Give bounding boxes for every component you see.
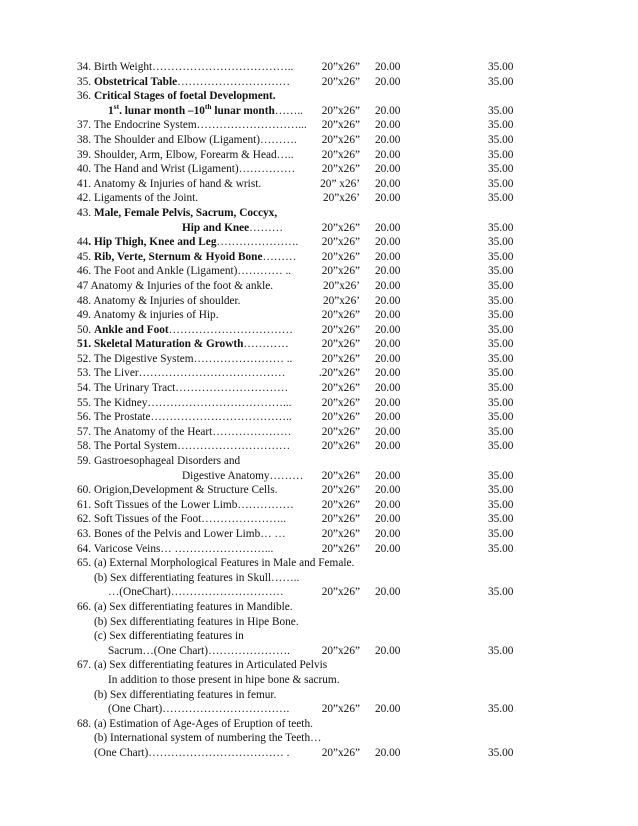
price-2: 35.00 [488, 425, 514, 438]
price-2: 35.00 [488, 498, 514, 511]
price-1: 20.00 [375, 338, 401, 351]
item-description [77, 454, 240, 469]
description-text: 52. The Digestive System…………………… .. [77, 352, 293, 365]
item-description [94, 629, 244, 644]
description-text: (b) International system of numbering the Teeth… [94, 732, 322, 745]
item-description [94, 746, 289, 761]
item-description [77, 396, 291, 411]
item-description [182, 221, 283, 236]
price-2: 35.00 [488, 192, 514, 205]
price-list-row [0, 571, 638, 586]
price-2: 35.00 [488, 513, 514, 526]
price-2: 35.00 [488, 746, 514, 759]
price-2: 35.00 [488, 323, 514, 336]
item-description [77, 162, 295, 177]
price-2: 35.00 [488, 703, 514, 716]
description-text: 40. The Hand and Wrist (Ligament)…………… [77, 163, 296, 176]
item-description [77, 600, 293, 615]
price-1: 20.00 [375, 236, 401, 249]
price-list-row [0, 498, 638, 513]
item-description [77, 512, 286, 527]
price-2: 35.00 [488, 542, 514, 555]
price-1: 20.00 [375, 221, 401, 234]
description-text: 53. The Liver………………………………… [77, 367, 286, 380]
description-text: Obstetrical Table [93, 75, 178, 88]
price-list-row [0, 425, 638, 440]
description-text: 68. (a) Estimation of Age-Ages of Eruption of teeth. [77, 717, 313, 730]
chart-size: 20”x26” [321, 425, 360, 438]
description-text: 51. Skeletal Maturation & Growth [77, 338, 244, 351]
price-1: 20.00 [375, 382, 401, 395]
description-text: …….. [274, 104, 303, 117]
price-list-row [0, 221, 638, 236]
description-text: 37. The Endocrine System………………………... [77, 119, 307, 132]
chart-size: 20”x26” [321, 309, 360, 322]
price-1: 20.00 [375, 644, 401, 657]
description-text: 58. The Portal System………………………… [77, 440, 291, 453]
description-text: 65. (a) External Morphological Features in Male and Female. [77, 557, 355, 570]
price-1: 20.00 [375, 265, 401, 278]
item-description [77, 89, 276, 104]
description-text: . Hip Thigh, Knee and Leg [88, 236, 217, 249]
description-text: Sacrum…(One Chart)…………………. [108, 644, 290, 657]
price-1: 20.00 [375, 163, 401, 176]
item-description [77, 439, 290, 454]
price-list-row [0, 644, 638, 659]
price-list-row [0, 133, 638, 148]
item-description [94, 615, 299, 630]
price-list-row [0, 483, 638, 498]
chart-size: 20”x26’ [322, 192, 360, 205]
item-description [108, 585, 284, 600]
chart-size: 20”x26” [321, 484, 360, 497]
price-1: 20.00 [375, 250, 401, 263]
price-2: 35.00 [488, 163, 514, 176]
ordinal-suffix: st [113, 102, 120, 112]
description-text: Male, Female Pelvis, Sacrum, Coccyx, [93, 206, 278, 219]
price-2: 35.00 [488, 61, 514, 73]
price-1: 20.00 [375, 586, 401, 599]
description-text: 34. Birth Weight……………………………….. [77, 61, 294, 73]
price-list-row [0, 148, 638, 163]
price-list-row [0, 75, 638, 90]
price-2: 35.00 [488, 338, 514, 351]
price-list-row [0, 615, 638, 630]
chart-size: 20”x26” [321, 703, 360, 716]
description-text: 67. (a) Sex differentiating features in Articulated Pelvis [77, 659, 328, 672]
price-1: 20.00 [375, 746, 401, 759]
description-text: 45. [77, 250, 94, 263]
price-1: 20.00 [375, 133, 401, 146]
price-list-row [0, 206, 638, 221]
description-text: (One Chart)……………………………. [108, 703, 290, 716]
chart-size: 20”x26’ [322, 279, 360, 292]
price-list-row [0, 308, 638, 323]
price-list-row [0, 717, 638, 732]
price-2: 35.00 [488, 396, 514, 409]
item-description [77, 308, 219, 323]
price-2: 35.00 [488, 528, 514, 540]
item-description [77, 279, 273, 294]
chart-size: 20” x26’ [320, 177, 360, 190]
item-description [77, 177, 261, 192]
description-text: 56. The Prostate……………………………….. [77, 411, 292, 424]
chart-size: 20”x26” [321, 148, 360, 161]
description-text: 1 [108, 104, 114, 117]
price-2: 35.00 [488, 221, 514, 234]
description-text: 64. Varicose Veins… ……………………... [77, 542, 274, 555]
description-text: 41. Anatomy & Injuries of hand & wrist. [77, 177, 262, 190]
price-2: 35.00 [488, 411, 514, 424]
description-text: Critical Stages of foetal Development. [93, 90, 276, 103]
description-text: 57. The Anatomy of the Heart………………… [77, 425, 292, 438]
price-list-row [0, 410, 638, 425]
price-1: 20.00 [375, 513, 401, 526]
description-text: 59. Gastroesophageal Disorders and [77, 455, 241, 468]
price-2: 35.00 [488, 367, 514, 380]
price-list-row [0, 162, 638, 177]
description-text: (b) Sex differentiating features in Hipe Bone. [94, 615, 299, 628]
item-description [94, 731, 321, 746]
price-list-row [0, 366, 638, 381]
price-1: 20.00 [375, 542, 401, 555]
price-list-row [0, 294, 638, 309]
price-2: 35.00 [488, 294, 514, 307]
item-description [77, 118, 307, 133]
item-description [77, 352, 292, 367]
chart-size: 20”x26” [321, 411, 360, 424]
price-2: 35.00 [488, 484, 514, 497]
price-list-row [0, 469, 638, 484]
item-description [77, 498, 294, 513]
chart-size: 20”x26” [321, 265, 360, 278]
price-2: 35.00 [488, 250, 514, 263]
price-list-row [0, 337, 638, 352]
price-list-row [0, 512, 638, 527]
price-2: 35.00 [488, 177, 514, 190]
chart-size: 20”x26” [321, 528, 360, 540]
description-text: 50. [77, 323, 94, 336]
price-list [0, 60, 638, 761]
price-list-row [0, 381, 638, 396]
chart-size: 20”x26” [321, 498, 360, 511]
price-2: 35.00 [488, 469, 514, 482]
chart-size: 20”x26” [321, 396, 360, 409]
item-description [77, 483, 278, 498]
description-text: 36. [77, 90, 94, 103]
price-list-row [0, 688, 638, 703]
item-description [108, 104, 303, 119]
description-text: Hip and Knee [182, 221, 250, 234]
description-text: 44 [77, 236, 89, 249]
price-list-row [0, 556, 638, 571]
price-list-row [0, 702, 638, 717]
item-description [77, 381, 288, 396]
price-1: 20.00 [375, 323, 401, 336]
description-text: . lunar month –10 [119, 104, 205, 117]
price-list-row [0, 279, 638, 294]
chart-size: 20”x26” [321, 746, 360, 759]
price-list-row [0, 250, 638, 265]
price-list-row [0, 454, 638, 469]
chart-size: 20”x26” [321, 119, 360, 132]
description-text: In addition to those present in hipe bone & sacrum. [108, 673, 340, 686]
item-description [77, 60, 293, 75]
price-1: 20.00 [375, 352, 401, 365]
description-text: …(OneChart)………………………… [108, 586, 284, 599]
chart-size: .20”x26” [318, 367, 360, 380]
price-1: 20.00 [375, 469, 401, 482]
description-text: Ankle and Foot [93, 323, 169, 336]
price-list-row [0, 118, 638, 133]
chart-size: 20”x26” [321, 133, 360, 146]
price-2: 35.00 [488, 440, 514, 453]
chart-size: 20”x26” [321, 542, 360, 555]
description-text: 61. Soft Tissues of the Lower Limb…………… [77, 498, 294, 511]
item-description [108, 673, 340, 688]
item-description [77, 206, 277, 221]
description-text: (b) Sex differentiating features in Skull…….. [94, 571, 300, 584]
description-text: …………………. [216, 236, 299, 249]
item-description [77, 337, 289, 352]
description-text: 66. (a) Sex differentiating features in Mandible. [77, 600, 293, 613]
chart-size: 20”x26” [321, 104, 360, 117]
item-description [77, 658, 327, 673]
chart-size: 20”x26” [321, 163, 360, 176]
price-1: 20.00 [375, 703, 401, 716]
price-list-row [0, 527, 638, 542]
item-description [94, 571, 299, 586]
price-2: 35.00 [488, 236, 514, 249]
item-description [94, 688, 276, 703]
chart-size: 20”x26” [321, 338, 360, 351]
description-text: 43. [77, 206, 94, 219]
price-1: 20.00 [375, 425, 401, 438]
price-list-row [0, 89, 638, 104]
chart-size: 20”x26” [321, 382, 360, 395]
item-description [77, 75, 290, 90]
price-2: 35.00 [488, 104, 514, 117]
price-1: 20.00 [375, 177, 401, 190]
price-2: 35.00 [488, 352, 514, 365]
price-2: 35.00 [488, 119, 514, 132]
chart-size: 20”x26” [321, 221, 360, 234]
item-description [77, 717, 313, 732]
price-1: 20.00 [375, 309, 401, 322]
price-1: 20.00 [375, 484, 401, 497]
price-list-row [0, 323, 638, 338]
price-1: 20.00 [375, 61, 401, 73]
description-text: 55. The Kidney………………………………... [77, 396, 292, 409]
chart-size: 20”x26’ [322, 294, 360, 307]
price-1: 20.00 [375, 396, 401, 409]
item-description [77, 191, 198, 206]
description-text: 62. Soft Tissues of the Foot………………….. [77, 513, 287, 526]
price-list-row [0, 600, 638, 615]
price-list-row [0, 396, 638, 411]
description-text: Rib, Verte, Sternum & Hyoid Bone [93, 250, 263, 263]
description-text: (One Chart)……………………………… . [94, 746, 290, 759]
price-2: 35.00 [488, 309, 514, 322]
description-text: ……… [249, 221, 284, 234]
price-2: 35.00 [488, 279, 514, 292]
chart-size: 20”x26” [321, 236, 360, 249]
description-text: lunar month [211, 104, 275, 117]
price-1: 20.00 [375, 440, 401, 453]
price-1: 20.00 [375, 148, 401, 161]
item-description [182, 469, 303, 484]
price-list-row [0, 746, 638, 761]
price-2: 35.00 [488, 265, 514, 278]
price-2: 35.00 [488, 382, 514, 395]
price-list-row [0, 177, 638, 192]
item-description [77, 527, 286, 542]
item-description [77, 556, 354, 571]
item-description [108, 644, 290, 659]
description-text: ……… [262, 250, 297, 263]
item-description [77, 264, 291, 279]
item-description [77, 294, 240, 309]
description-text: 42. Ligaments of the Joint. [77, 192, 199, 205]
price-list-row [0, 60, 638, 75]
description-text: 47 Anatomy & Injuries of the foot & ankle. [77, 279, 274, 292]
price-list-row [0, 585, 638, 600]
description-text: (b) Sex differentiating features in femur. [94, 688, 277, 701]
item-description [77, 235, 298, 250]
chart-size: 20”x26” [321, 440, 360, 453]
chart-size: 20”x26” [321, 586, 360, 599]
item-description [77, 250, 296, 265]
chart-size: 20”x26” [321, 61, 360, 73]
price-list-row [0, 191, 638, 206]
price-list-row [0, 658, 638, 673]
item-description [77, 425, 291, 440]
item-description [77, 133, 297, 148]
price-2: 35.00 [488, 586, 514, 599]
price-list-row [0, 104, 638, 119]
price-list-row [0, 352, 638, 367]
item-description [77, 542, 273, 557]
price-1: 20.00 [375, 294, 401, 307]
description-text: …………………………… [168, 323, 293, 336]
description-text: 39. Shoulder, Arm, Elbow, Forearm & Head….. [77, 148, 294, 161]
description-text: 48. Anatomy & Injuries of shoulder. [77, 294, 241, 307]
price-1: 20.00 [375, 104, 401, 117]
ordinal-suffix: th [204, 102, 212, 112]
price-1: 20.00 [375, 367, 401, 380]
price-1: 20.00 [375, 75, 401, 88]
price-1: 20.00 [375, 279, 401, 292]
price-2: 35.00 [488, 75, 514, 88]
price-list-row [0, 439, 638, 454]
description-text: ………………………… [177, 75, 291, 88]
item-description [77, 148, 294, 163]
chart-size: 20”x26” [321, 352, 360, 365]
chart-size: 20”x26” [321, 469, 360, 482]
description-text: 35. [77, 75, 94, 88]
price-list-row [0, 673, 638, 688]
chart-size: 20”x26” [321, 323, 360, 336]
price-list-row [0, 264, 638, 279]
chart-size: 20”x26” [321, 250, 360, 263]
price-list-row [0, 629, 638, 644]
description-text: 46. The Foot and Ankle (Ligament)………… .. [77, 265, 292, 278]
price-1: 20.00 [375, 411, 401, 424]
item-description [77, 366, 285, 381]
price-1: 20.00 [375, 119, 401, 132]
item-description [77, 410, 292, 425]
price-2: 35.00 [488, 148, 514, 161]
description-text: (c) Sex differentiating features in [94, 630, 244, 643]
price-2: 35.00 [488, 644, 514, 657]
price-2: 35.00 [488, 133, 514, 146]
description-text: Digestive Anatomy……… [182, 469, 304, 482]
price-1: 20.00 [375, 498, 401, 511]
description-text: 60. Origion,Development & Structure Cells. [77, 484, 278, 497]
chart-size: 20”x26” [321, 75, 360, 88]
description-text: 54. The Urinary Tract………………………… [77, 382, 289, 395]
price-1: 20.00 [375, 528, 401, 540]
price-list-row [0, 542, 638, 557]
description-text: 38. The Shoulder and Elbow (Ligament)………. [77, 133, 297, 146]
price-1: 20.00 [375, 192, 401, 205]
price-list-row [0, 235, 638, 250]
price-list-row [0, 731, 638, 746]
description-text: 49. Anatomy & injuries of Hip. [77, 309, 219, 322]
item-description [108, 702, 289, 717]
description-text: ………… [243, 338, 289, 351]
chart-size: 20”x26” [321, 644, 360, 657]
description-text: 63. Bones of the Pelvis and Lower Limb… … [77, 528, 286, 540]
chart-size: 20”x26” [321, 513, 360, 526]
item-description [77, 323, 293, 338]
